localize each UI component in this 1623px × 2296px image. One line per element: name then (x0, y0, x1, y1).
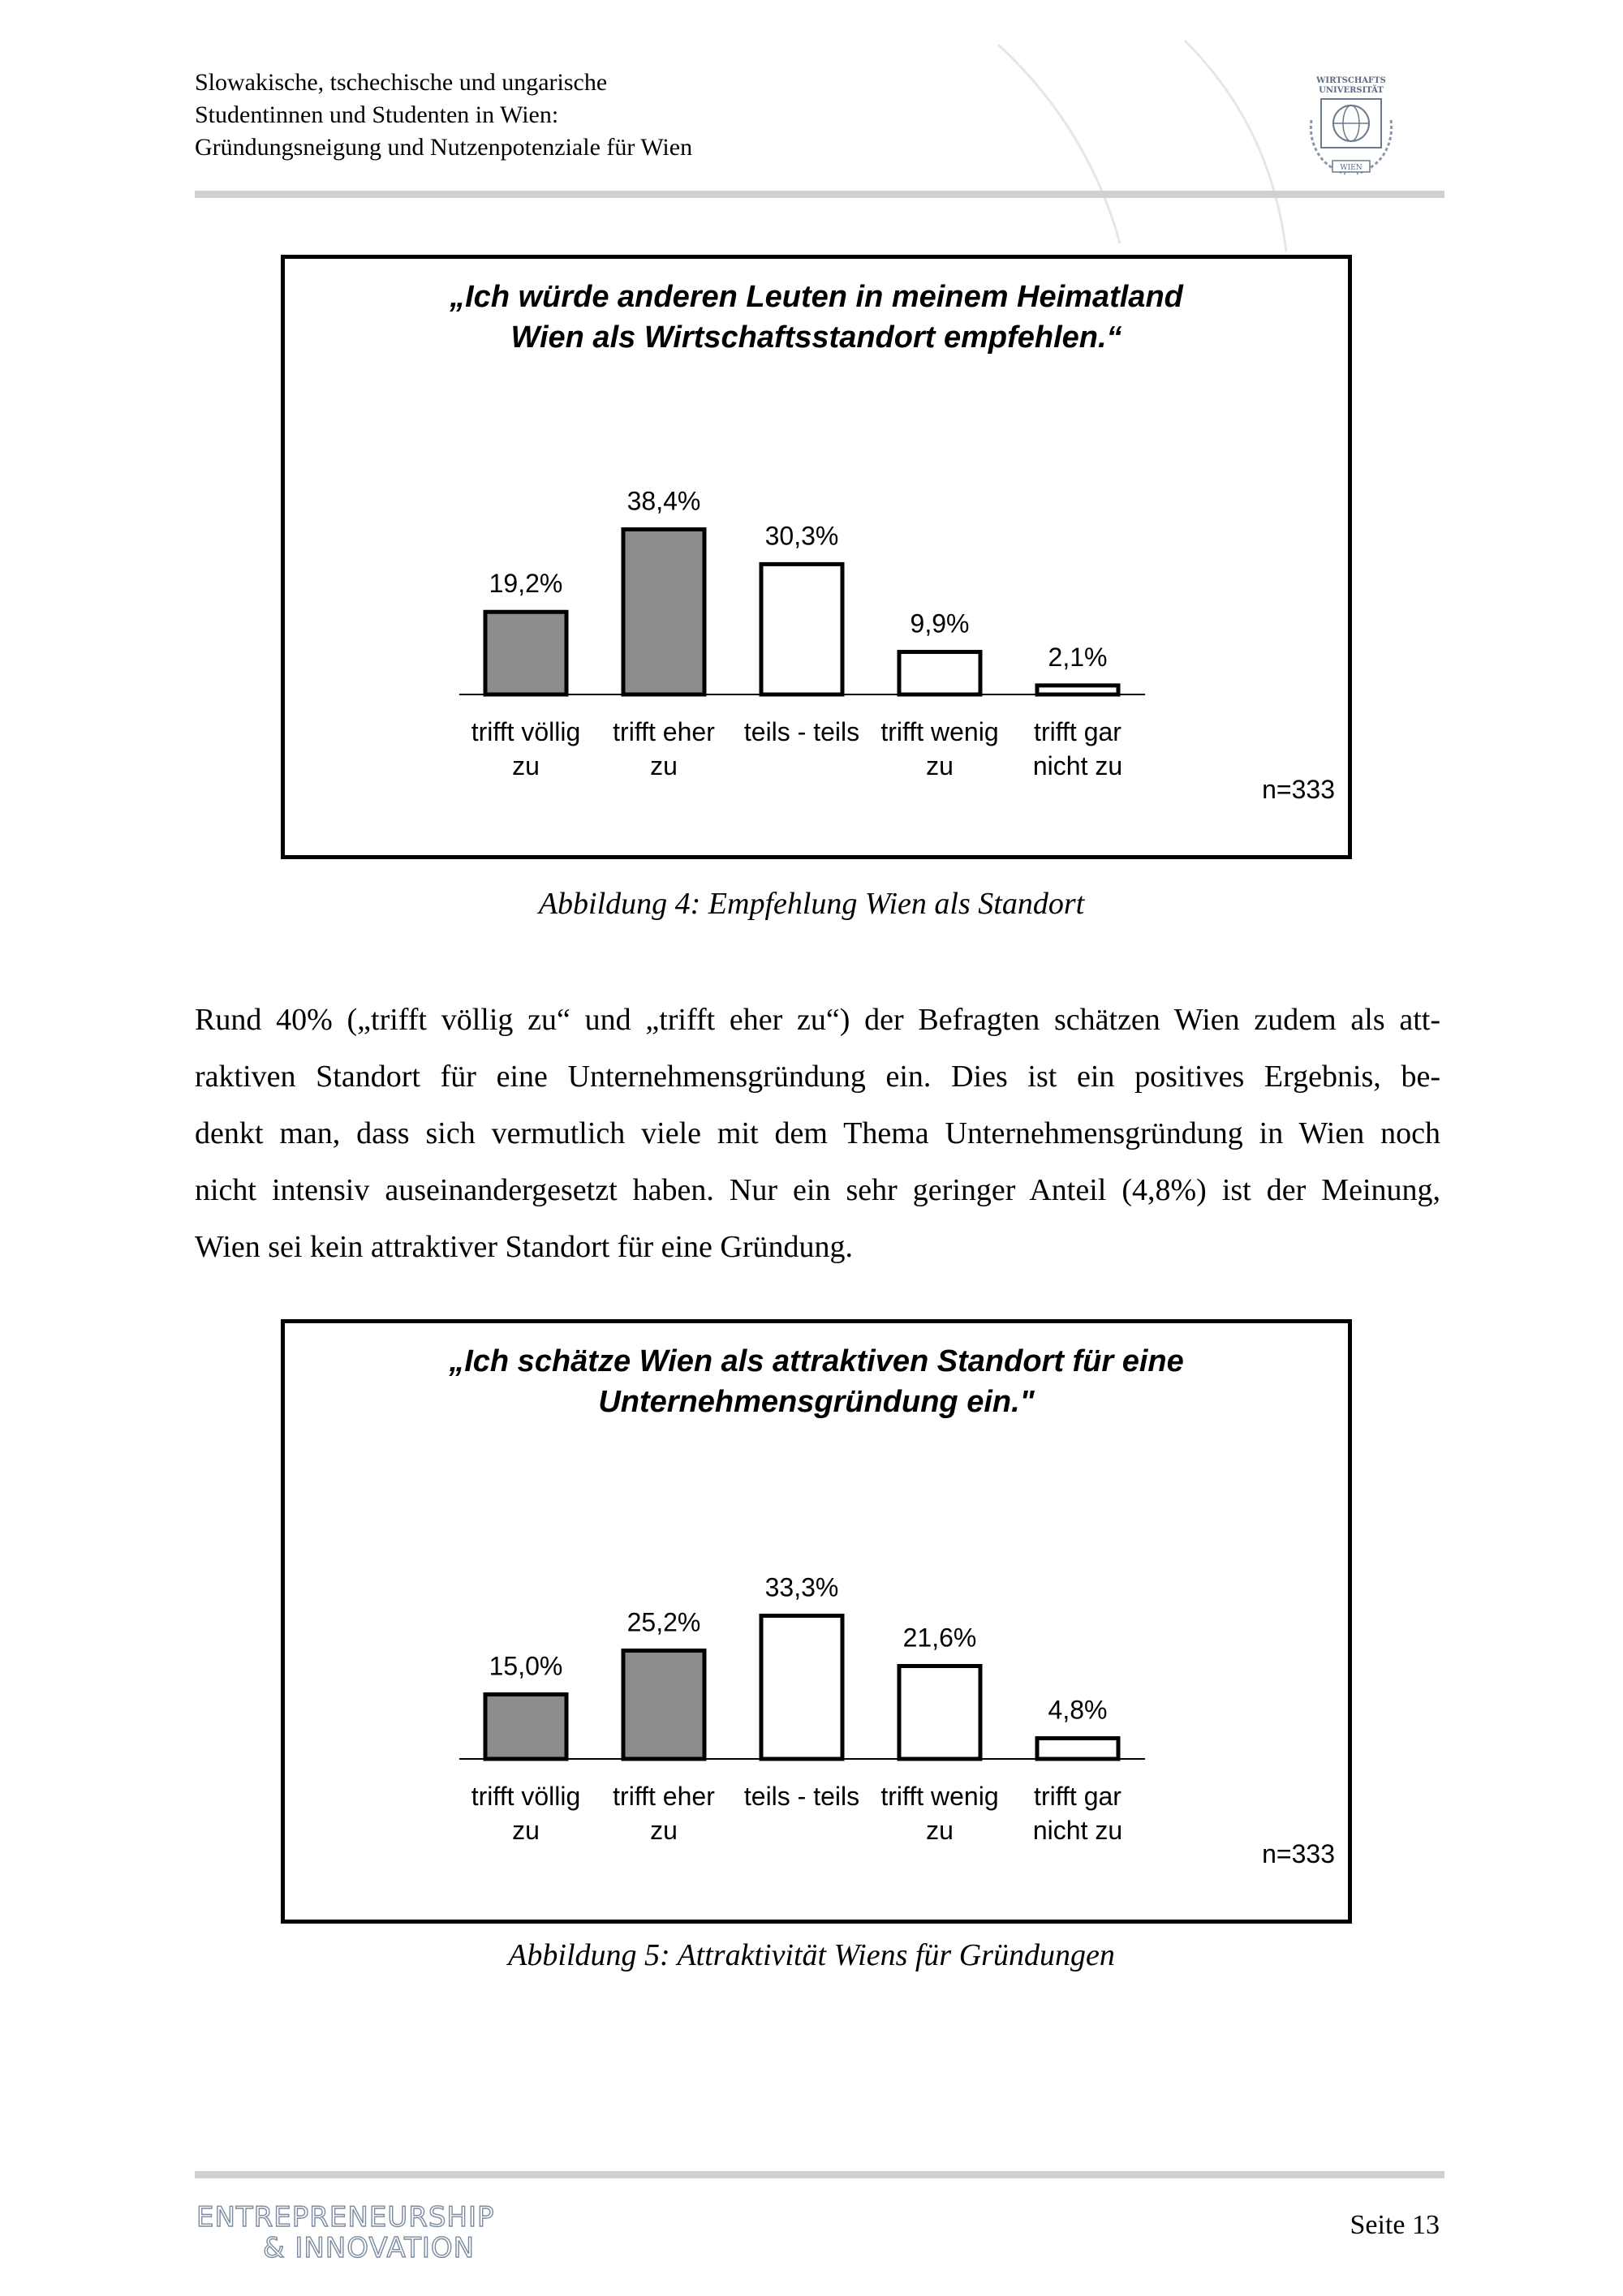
university-seal-logo (1297, 71, 1406, 185)
data-label: 2,1% (1048, 642, 1108, 672)
category-label: trifft wenig (880, 1782, 999, 1811)
category-label: zu (650, 751, 678, 780)
data-label: 38,4% (626, 486, 701, 516)
logo-text-3: WIEN (1340, 164, 1363, 172)
bar (761, 1616, 842, 1759)
bar (1037, 686, 1118, 694)
footer-logo-line-1: ENTREPRENEURSHIP (196, 2201, 495, 2234)
bar (761, 564, 842, 694)
category-label: trifft eher (613, 1782, 715, 1811)
header-line-2: Studentinnen und Studenten in Wien: (195, 101, 559, 128)
data-label: 25,2% (626, 1607, 701, 1637)
category-label: trifft wenig (880, 717, 999, 746)
category-label: trifft völlig (471, 1782, 581, 1811)
chart-title-line-2: Unternehmensgründung ein." (598, 1385, 1035, 1419)
category-label: teils - teils (743, 1782, 860, 1811)
footer-divider (195, 2171, 1444, 2178)
paragraph-line-1: Rund 40% („trifft völlig zu“ und „trifft eher zu“) der Befragten schätzen Wien zudem als att- (195, 1003, 1440, 1037)
chart-title-line-1: „Ich würde anderen Leuten in meinem Heimatland (450, 280, 1183, 314)
category-label: trifft gar (1034, 1782, 1121, 1811)
bar (485, 1695, 566, 1760)
data-label: 21,6% (902, 1623, 977, 1653)
bar-chart-svg (285, 259, 1348, 855)
category-label: zu (650, 1816, 678, 1845)
bar (899, 1666, 980, 1759)
category-label: zu (512, 751, 540, 780)
chart-title-line-1: „Ich schätze Wien als attraktiven Standort für eine (449, 1344, 1184, 1378)
figure-4-caption: Abbildung 4: Empfehlung Wien als Standort (538, 887, 1085, 921)
category-label: teils - teils (743, 717, 860, 746)
running-header (195, 67, 1250, 164)
category-label: zu (512, 1816, 540, 1845)
category-label: nicht zu (1032, 1816, 1123, 1845)
category-label: nicht zu (1032, 751, 1123, 780)
category-label: zu (926, 1816, 954, 1845)
data-label: 9,9% (910, 608, 970, 638)
entrepreneurship-innovation-logo (195, 2200, 519, 2264)
bar (899, 652, 980, 694)
figure-5-caption: Abbildung 5: Attraktivität Wiens für Gründungen (508, 1938, 1115, 1972)
footer-logo-line-2: & INNOVATION (263, 2232, 476, 2264)
body-paragraph (195, 991, 1440, 1275)
logo-text-1: WIRTSCHAFTS (1316, 76, 1386, 85)
figure-5-chart (281, 1319, 1352, 1924)
figure-4-chart (281, 255, 1352, 859)
paragraph-line-2: raktiven Standort für eine Unternehmensgründung ein. Dies ist ein positives Ergebnis, be- (195, 1060, 1440, 1094)
data-label: 30,3% (764, 521, 839, 551)
bar (1037, 1739, 1118, 1759)
chart-title-line-2: Wien als Wirtschaftsstandort empfehlen.“ (510, 320, 1122, 355)
sample-size-label: n=333 (1262, 775, 1335, 804)
paragraph-line-5: Wien sei kein attraktiver Standort für eine Gründung. (195, 1230, 854, 1264)
logo-text-2: UNIVERSITÄT (1319, 86, 1384, 95)
data-label: 15,0% (489, 1651, 563, 1681)
category-label: zu (926, 751, 954, 780)
page-number: Seite 13 (1350, 2210, 1440, 2240)
data-label: 4,8% (1048, 1695, 1108, 1725)
header-line-1: Slowakische, tschechische und ungarische (195, 69, 608, 96)
category-label: trifft eher (613, 717, 715, 746)
category-label: trifft gar (1034, 717, 1121, 746)
bar (485, 612, 566, 694)
category-label: trifft völlig (471, 717, 581, 746)
paragraph-line-3: denkt man, dass sich vermutlich viele mit dem Thema Unternehmensgründung in Wien noch (195, 1116, 1440, 1150)
sample-size-label: n=333 (1262, 1839, 1335, 1868)
header-divider (195, 191, 1444, 198)
header-line-3: Gründungsneigung und Nutzenpotenziale für Wien (195, 134, 693, 161)
bar (623, 1650, 704, 1759)
data-label: 19,2% (489, 569, 563, 599)
bar-chart-svg (285, 1323, 1348, 1920)
data-label: 33,3% (764, 1572, 839, 1602)
bar (623, 529, 704, 694)
paragraph-line-4: nicht intensiv auseinandergesetzt haben. Nur ein sehr geringer Anteil (4,8%) ist der Meinung, (195, 1173, 1440, 1207)
